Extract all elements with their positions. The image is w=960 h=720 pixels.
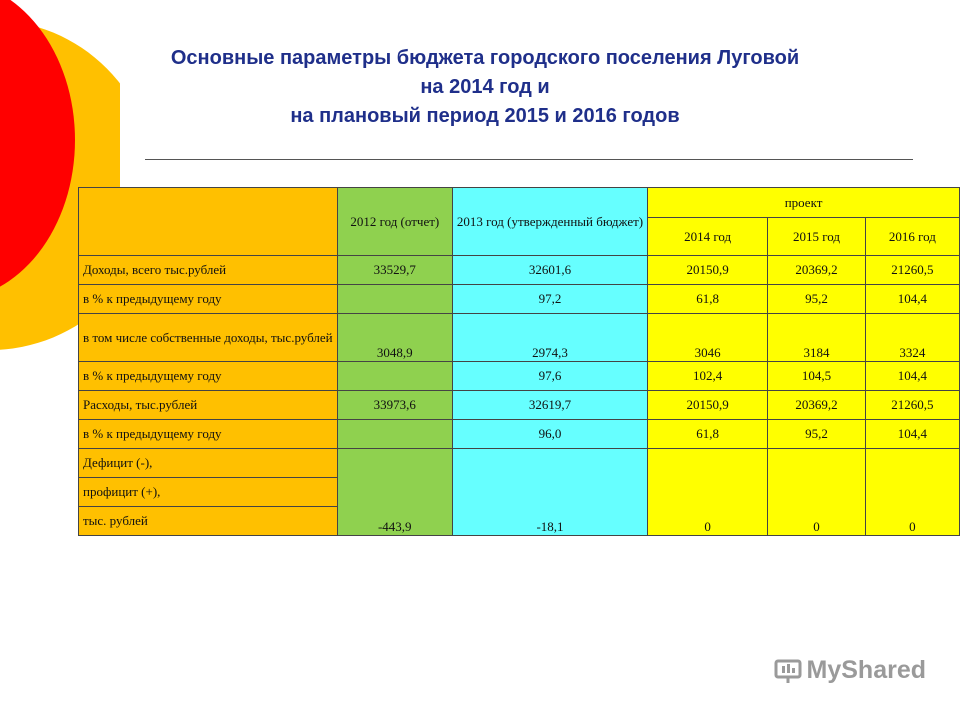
watermark-text: MyShared (806, 656, 926, 684)
row-label: в % к предыдущему году (79, 362, 338, 391)
deficit-2014: 0 (648, 449, 768, 536)
cell-2015: 104,5 (768, 362, 866, 391)
row-label: в % к предыдущему году (79, 285, 338, 314)
header-2013: 2013 год (утвержденный бюджет) (452, 188, 647, 256)
table-row (79, 362, 960, 391)
cell-2015: 3184 (768, 314, 866, 362)
title-line-2: на 2014 год и (420, 76, 550, 98)
cell-2013: 97,6 (452, 362, 647, 391)
title-line-3: на плановый период 2015 и 2016 годов (290, 105, 680, 127)
row-label: Расходы, тыс.рублей (79, 391, 338, 420)
deficit-row (79, 449, 960, 478)
table-row (79, 391, 960, 420)
cell-2014: 3046 (648, 314, 768, 362)
header-row (79, 188, 960, 218)
cell-2016: 104,4 (865, 285, 959, 314)
row-label: в том числе собственные доходы, тыс.рублей (79, 314, 338, 362)
header-2014: 2014 год (648, 218, 768, 256)
deficit-2016: 0 (865, 449, 959, 536)
cell-2016: 104,4 (865, 420, 959, 449)
deficit-2015: 0 (768, 449, 866, 536)
table-row (79, 256, 960, 285)
header-corner (79, 188, 338, 256)
cell-2013: 2974,3 (452, 314, 647, 362)
cell-2012 (337, 285, 452, 314)
cell-2014: 61,8 (648, 420, 768, 449)
watermark (773, 656, 926, 685)
deficit-2012: -443,9 (337, 449, 452, 536)
cell-2015: 20369,2 (768, 256, 866, 285)
table-row (79, 420, 960, 449)
cell-2016: 3324 (865, 314, 959, 362)
cell-2015: 95,2 (768, 285, 866, 314)
cell-2014: 102,4 (648, 362, 768, 391)
cell-2014: 20150,9 (648, 256, 768, 285)
row-label: Доходы, всего тыс.рублей (79, 256, 338, 285)
title-divider (145, 159, 913, 160)
table-row (79, 285, 960, 314)
cell-2014: 61,8 (648, 285, 768, 314)
header-2016: 2016 год (865, 218, 959, 256)
cell-2012 (337, 362, 452, 391)
cell-2016: 21260,5 (865, 256, 959, 285)
cell-2014: 20150,9 (648, 391, 768, 420)
cell-2013: 96,0 (452, 420, 647, 449)
deficit-2013: -18,1 (452, 449, 647, 536)
deficit-label-3: тыс. рублей (79, 507, 338, 536)
header-project: проект (648, 188, 960, 218)
cell-2015: 95,2 (768, 420, 866, 449)
cell-2013: 97,2 (452, 285, 647, 314)
cell-2012: 33529,7 (337, 256, 452, 285)
deficit-label-1: Дефицит (-), (79, 449, 338, 478)
cell-2015: 20369,2 (768, 391, 866, 420)
presentation-icon (773, 657, 803, 685)
cell-2013: 32619,7 (452, 391, 647, 420)
cell-2012 (337, 420, 452, 449)
row-label: в % к предыдущему году (79, 420, 338, 449)
header-2015: 2015 год (768, 218, 866, 256)
title-line-1: Основные параметры бюджета городского поселения Луговой (170, 47, 800, 69)
deficit-label-2: профицит (+), (79, 478, 338, 507)
cell-2016: 104,4 (865, 362, 959, 391)
table-row (79, 314, 960, 362)
header-2012: 2012 год (отчет) (337, 188, 452, 256)
cell-2013: 32601,6 (452, 256, 647, 285)
cell-2016: 21260,5 (865, 391, 959, 420)
slide-title (60, 44, 910, 131)
cell-2012: 3048,9 (337, 314, 452, 362)
cell-2012: 33973,6 (337, 391, 452, 420)
budget-table (78, 187, 960, 536)
